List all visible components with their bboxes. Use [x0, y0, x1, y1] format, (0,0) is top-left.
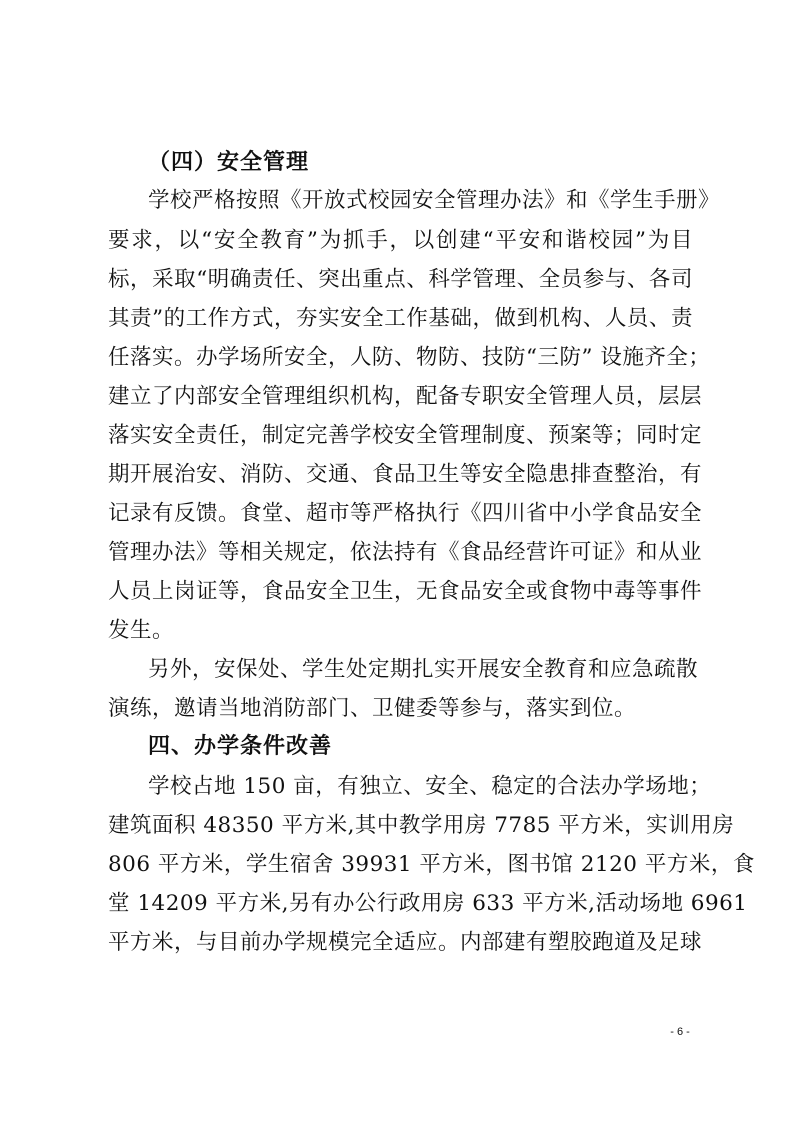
paragraph-line: 发生。 — [108, 618, 175, 643]
paragraph-line: 其责”的工作方式，夯实安全工作基础，做到机构、人员、责 — [108, 306, 693, 331]
section-heading-school-conditions: 四、办学条件改善 — [148, 734, 333, 759]
paragraph-line: 堂 14209 平方米,另有办公行政用房 633 平方米,活动场地 6961 — [108, 891, 748, 916]
paragraph-line: 落实安全责任，制定完善学校安全管理制度、预案等；同时定 — [108, 423, 703, 448]
paragraph-line: 学校严格按照《开放式校园安全管理办法》和《学生手册》 — [148, 188, 721, 213]
paragraph-line: 记录有反馈。食堂、超市等严格执行《四川省中小学食品安全 — [108, 501, 703, 526]
paragraph-line: 平方米，与目前办学规模完全适应。内部建有塑胶跑道及足球 — [108, 930, 703, 955]
paragraph-line: 806 平方米，学生宿舍 39931 平方米，图书馆 2120 平方米，食 — [108, 852, 755, 877]
paragraph-line: 期开展治安、消防、交通、食品卫生等安全隐患排查整治，有 — [108, 462, 703, 487]
paragraph-line: 要求，以“安全教育”为抓手，以创建“平安和谐校园”为目 — [108, 228, 693, 253]
paragraph-line: 另外，安保处、学生处定期扎实开展安全教育和应急疏散 — [148, 657, 699, 682]
paragraph-line: 建筑面积 48350 平方米,其中教学用房 7785 平方米，实训用房 — [108, 813, 735, 838]
paragraph-line: 学校占地 150 亩，有独立、安全、稳定的合法办学场地； — [148, 774, 712, 799]
paragraph-line: 人员上岗证等，食品安全卫生，无食品安全或食物中毒等事件 — [108, 579, 703, 604]
page-number: - 6 - — [670, 1026, 690, 1038]
paragraph-line: 管理办法》等相关规定，依法持有《食品经营许可证》和从业 — [108, 540, 703, 565]
paragraph-line: 标，采取“明确责任、突出重点、科学管理、全员参与、各司 — [108, 267, 693, 292]
section-heading-safety-management: （四）安全管理 — [148, 150, 310, 175]
paragraph-line: 建立了内部安全管理组织机构，配备专职安全管理人员，层层 — [108, 384, 703, 409]
paragraph-line: 任落实。办学场所安全，人防、物防、技防“三防” 设施齐全； — [108, 345, 711, 370]
paragraph-line: 演练，邀请当地消防部门、卫健委等参与，落实到位。 — [108, 696, 637, 721]
